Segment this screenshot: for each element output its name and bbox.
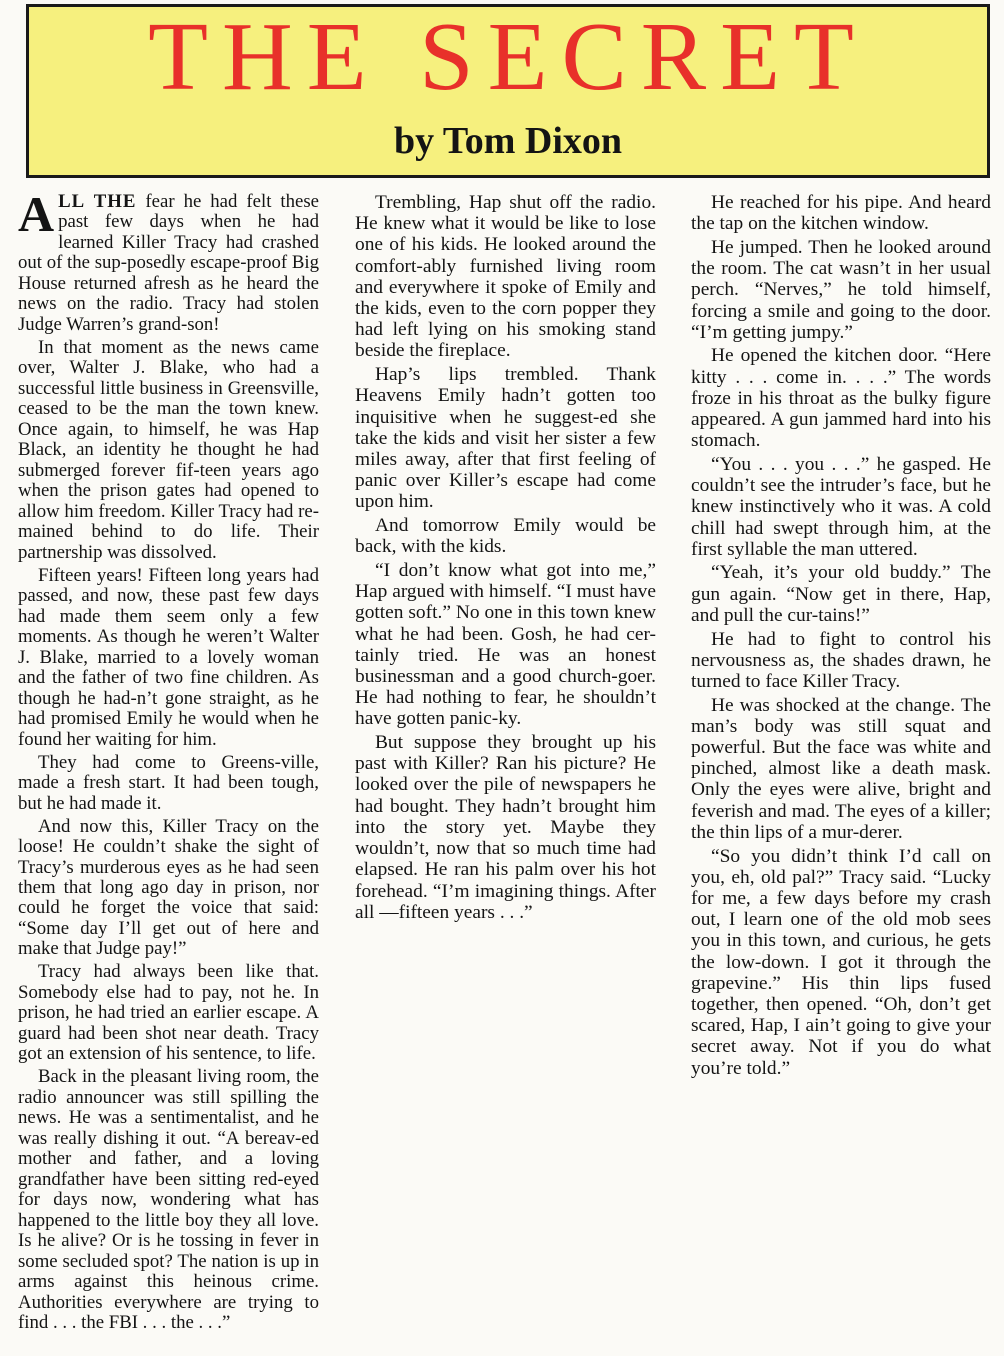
story-paragraph: Hap’s lips trembled. Thank Heavens Emily hadn’t gotten too inquisitive when he suggest-ed she take the kids and visit her sister a few miles away, after that first feeling of panic over Killer’s escape had come upon him. [355, 364, 656, 513]
drop-cap: A [18, 186, 55, 242]
story-paragraph: He was shocked at the change. The man’s body was still squat and powerful. But the face was white and pinched, almost like a death mask. Only the eyes were alive, bright and feverish and mad. The eyes of a killer; the thin lips of a mur-derer. [691, 694, 991, 843]
column-2 [355, 192, 656, 925]
story-paragraph: He reached for his pipe. And heard the tap on the kitchen window. [691, 192, 991, 235]
story-paragraph: And now this, Killer Tracy on the loose! He couldn’t shake the sight of Tracy’s murderous eyes as he had seen them that long ago day in prison, nor could he forget the voice that said: “Some day I’ll get out of here and make that Judge pay!” [18, 815, 319, 960]
story-paragraph: Fifteen years! Fifteen long years had passed, and now, these past few days had made them seem only a few moments. As though he weren’t Walter J. Blake, married to a lovely woman and the father of two fine children. As though he had-n’t gone straight, as he had promised Emily he would when he found her waiting for him. [18, 564, 319, 750]
story-paragraph: He jumped. Then he looked around the room. The cat wasn’t in her usual perch. “Nerves,” he told himself, forcing a smile and going to the door. “I’m getting jumpy.” [691, 236, 991, 343]
story-paragraph: He had to fight to control his nervousness as, the shades drawn, he turned to face Killer Tracy. [691, 628, 991, 692]
story-paragraph: “So you didn’t think I’d call on you, eh, old pal?” Tracy said. “Lucky for me, a few days before my crash out, I learn one of the old mob sees you in this town, and curious, he gets the low-down. I got it through the grapevine.” His thin lips fused together, then opened. “Oh, don’t get scared, Hap, I ain’t going to give your secret away. Not if you do what you’re told.” [691, 845, 991, 1079]
byline: by Tom Dixon [393, 120, 623, 162]
story-paragraph: Tracy had always been like that. Somebody else had to pay, not he. In prison, he had tried an earlier escape. A guard had been shot near death. Tracy got an extension of his sentence, to life. [18, 961, 319, 1065]
column-3 [691, 192, 991, 1081]
story-paragraph: ALL THE fear he had felt these past few days when he had learned Killer Tracy had crashed out of the sup-posedly escape-proof Big House returned afresh as he heard the news on the radio. Tracy had stolen Judge Warren’s grand-son! [18, 186, 319, 335]
story-paragraph: They had come to Greens-ville, made a fresh start. It had been tough, but he had made it. [18, 751, 319, 814]
column-1 [18, 186, 319, 1336]
title-banner [26, 4, 990, 178]
story-title: THE SECRET [148, 3, 868, 111]
story-paragraph: Trembling, Hap shut off the radio. He knew what it would be like to lose one of his kids. He looked around the comfort-ably furnished living room and everywhere it spoke of Emily and the kids, even to the corn popper they had left lying on his smoking stand beside the fireplace. [355, 192, 656, 362]
story-paragraph: “Yeah, it’s your old buddy.” The gun again. “Now get in there, Hap, and pull the cur-tains!” [691, 562, 991, 626]
story-paragraph: And tomorrow Emily would be back, with the kids. [355, 515, 656, 558]
story-paragraph: He opened the kitchen door. “Here kitty . . . come in. . . .” The words froze in his throat as the bulky figure appeared. A gun jammed hard into his stomach. [691, 345, 991, 452]
story-paragraph: “You . . . you . . .” he gasped. He couldn’t see the intruder’s face, but he knew instinctively who it was. A cold chill had swept through him, at the first syllable the man uttered. [691, 453, 991, 560]
story-paragraph: Back in the pleasant living room, the radio announcer was still spilling the news. He was a sentimentalist, and he was really dishing it out. “A bereav-ed mother and father, and a loving grandfather have been sitting red-eyed for days now, wondering what has happened to the little boy they all love. Is he alive? Or is he tossing in fever in some secluded spot? The nation is up in arms against this heinous crime. Authorities everywhere are trying to find . . . the FBI . . . the . . .” [18, 1066, 319, 1334]
story-paragraph: But suppose they brought up his past with Killer? Ran his picture? He looked over the pile of newspapers he had bought. They hadn’t brought him into the story yet. Maybe they wouldn’t, now that so much time had elapsed. He ran his palm over his hot forehead. “I’m imagining things. After all —fifteen years . . .” [355, 732, 656, 923]
story-paragraph: In that moment as the news came over, Walter J. Blake, who had a successful little business in Greensville, ceased to be the man the town knew. Once again, to himself, he was Hap Black, an identity he thought he had submerged forever fif-teen years ago when the prison gates had opened to allow him freedom. Killer Tracy had re-mained behind to do life. Their partnership was dissolved. [18, 336, 319, 563]
story-paragraph: “I don’t know what got into me,” Hap argued with himself. “I must have gotten soft.” No one in this town knew what he had been. Gosh, he had cer-tainly tried. He was an honest businessman and a good church-goer. He had nothing to fear, he shouldn’t have gotten panic-ky. [355, 559, 656, 730]
lead-caps: LL THE [58, 191, 137, 212]
